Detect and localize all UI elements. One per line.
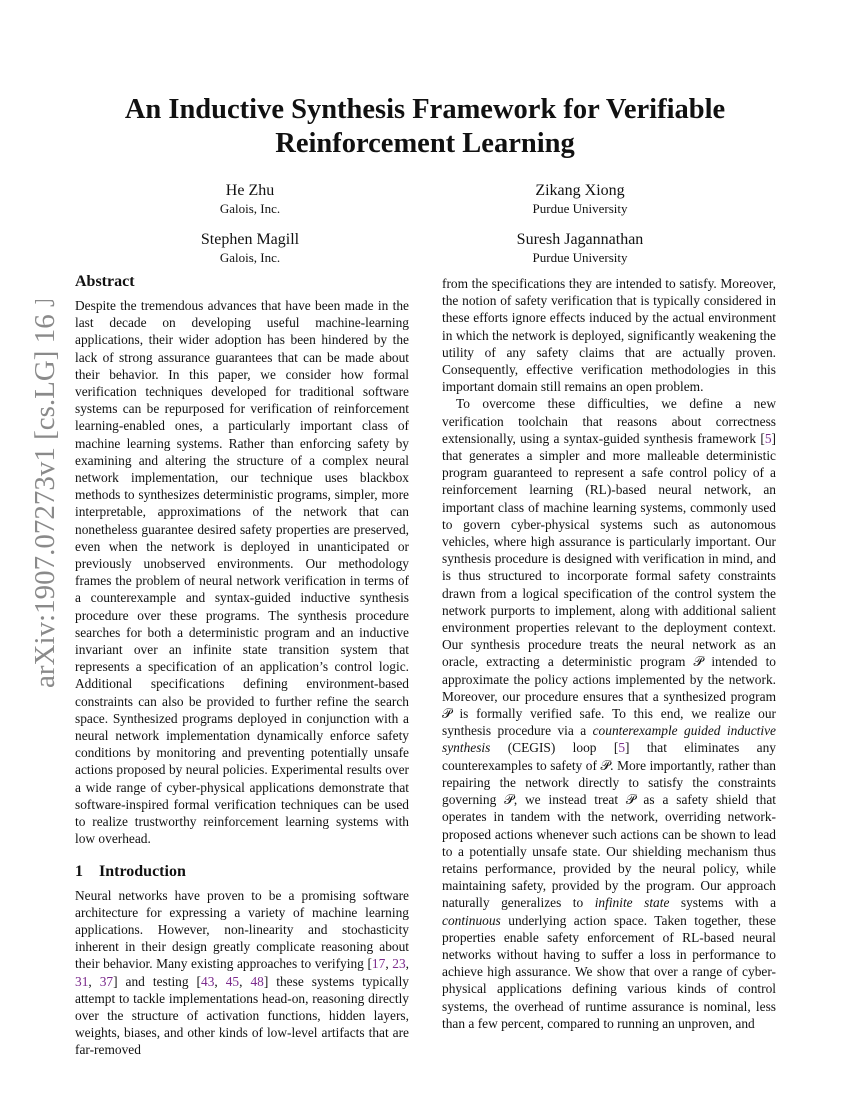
author-1	[140, 181, 360, 217]
citation-link[interactable]: 23	[392, 956, 406, 972]
body-text: is formally verified safe. To this end, we realize our synthesis procedure via a	[442, 706, 776, 739]
left-column	[75, 272, 409, 1059]
arxiv-stamp	[10, 300, 70, 700]
right-paragraph-2	[442, 395, 776, 1032]
author-name: Suresh Jagannathan	[516, 231, 644, 248]
program-symbol: 𝒫	[442, 706, 452, 722]
body-text: underlying action space. Taken together, these properties enable safety enforcement of RL-based neural networks without having to suffer a loss in performance to achieve high assurance. We show that over a range of cyber-physical applications defining various kinds of control systems, the overhead of runtime assurance is nominal, less than a few percent, compared to running an unproven, and	[442, 912, 776, 1031]
author-name: Stephen Magill	[200, 231, 300, 248]
abstract-text: Despite the tremendous advances that have been made in the last decade on developing useful machine-learning applications, their wider adoption has been hindered by the lack of strong assurance guarantees that can be made about their behavior. In this paper, we consider how formal verification techniques developed for traditional software systems can be repurposed for verification of reinforcement learning-enabled ones, a particularly important class of machine learning systems. Rather than enforcing safety by examining and altering the structure of a complex neural network implementation, our technique uses blackbox methods to synthesizes deterministic programs, simpler, more interpretable, approximations of the network that can nonetheless guarantee desired safety properties are preserved, even when the network is deployed in unanticipated or previously unobserved environments. Our methodology frames the problem of neural network verification in terms of a counterexample and syntax-guided inductive synthesis procedure over these programs. The synthesis procedure searches for both a deterministic program and an inductive invariant over an infinite state transition system that represents a specification of an application’s control logic. Additional specifications defining environment-based constraints can also be provided to further refine the search space. Synthesized programs deployed in conjunction with a neural network implementation dynamically enforce safety conditions by monitoring and preventing potentially unsafe actions proposed by neural policies. Experimental results over a wide range of cyber-physical applications demonstrate that software-inspired formal verification techniques can be used to realize trustworthy reinforcement learning systems with low overhead.	[75, 298, 409, 847]
body-text: ] that eliminates any counterexamples to safety of	[442, 740, 776, 773]
body-text: , we instead treat	[513, 792, 626, 808]
citation-link[interactable]: 48	[250, 973, 264, 989]
paper-title: An Inductive Synthesis Framework for Verifiable Reinforcement Learning	[124, 94, 726, 159]
author-2	[470, 181, 690, 217]
program-symbol: 𝒫	[600, 757, 611, 773]
citation-link[interactable]: 31	[75, 973, 89, 989]
arxiv-stamp-svg	[10, 300, 70, 700]
citation-link[interactable]: 37	[99, 973, 114, 989]
citation-link[interactable]: 45	[225, 973, 240, 989]
emphasis-text: counterexample guided inductive synthesis	[442, 723, 776, 756]
body-text: systems with a	[669, 895, 777, 911]
intro-text: ] these systems typically attempt to tackle implementations head-on, reasoning directly over the structure of activation functions, hidden layers, weights, biases, and other kinds of low-level artifacts that are far-removed	[75, 973, 409, 1058]
intro-text: Neural networks have proven to be a promising software architecture for expressing a variety of machine learning applications. However, non-linearity and stochasticity inherent in their design greatly complicate reasoning about their behavior. Many existing approaches to verifying [	[75, 887, 409, 972]
intro-heading	[75, 862, 409, 882]
intro-paragraph: Neural networks have proven to be a promising software architecture for expressing a variety of machine learning applications. However, non-linearity and stochasticity inherent in their design greatly complicate reasoning about their behavior. Many existing approaches to verifying [17, 23, 31, 37] and testing [43, 45, 48] these systems typically attempt to tackle implementations head-on, reasoning directly over the structure of activation functions, hidden layers, weights, biases, and other kinds of low-level artifacts that are far-removed	[75, 887, 409, 1058]
body-text: as a safety shield that operates in tandem with the network, overriding network-proposed actions whenever such actions can be shown to lead to a potentially unsafe state. Our shielding mechanism thus retains performance, provided by the neural policy, while maintaining safety, provided by the program. Our approach naturally generalizes to	[442, 792, 776, 911]
right-paragraph-1: from the specifications they are intended to satisfy. Moreover, the notion of safety verification that is typically considered in these efforts ignore effects induced by the actual environment in which the network is deployed, significantly weakening the utility of any safety claims that are actually proven. Consequently, effective verification methodologies in this important domain still remains an open problem.	[442, 276, 776, 395]
body-text: (CEGIS) loop [	[490, 740, 619, 756]
author-affiliation: Purdue University	[532, 250, 628, 265]
section-number: 1	[75, 862, 83, 880]
author-4	[470, 230, 690, 266]
body-text: intended to approximate the policy actions implemented by the network. Moreover, our procedure ensures that a synthesized program	[442, 654, 776, 704]
arxiv-stamp-text: arXiv:1907.07273v1 [cs.LG] 16 Jul 2019	[29, 300, 61, 688]
author-3	[140, 230, 360, 266]
intro-text: ] and testing [	[113, 973, 201, 989]
author-affiliation: Galois, Inc.	[219, 250, 281, 265]
body-text: . More importantly, rather than repairing the network directly to satisfy the constraints governing	[442, 757, 776, 808]
body-text: ] that generates a simpler and more malleable deterministic program guaranteed to represent a safe control policy of a reinforcement learning (RL)-based neural network, an important class of machine learning systems, commonly used to govern cyber-physical systems such as autonomous vehicles, where high assurance is particularly important. Our synthesis procedure is designed with verification in mind, and is thus structured to incorporate formal safety constraints drawn from a logical specification of the control system the network purports to implement, along with additional salient environment properties relevant to the deployment context. Our synthesis procedure treats the neural network as an oracle, extracting a deterministic program	[442, 430, 776, 670]
citation-link[interactable]: 5	[764, 430, 772, 446]
emphasis-text: continuous	[442, 912, 501, 928]
program-symbol: 𝒫	[693, 654, 704, 670]
citation-link[interactable]: 43	[201, 973, 215, 989]
author-name: He Zhu	[225, 182, 275, 199]
author-affiliation: Purdue University	[532, 201, 628, 216]
citation-link[interactable]: 17	[371, 956, 386, 972]
author-affiliation: Galois, Inc.	[219, 201, 281, 216]
section-title: Introduction	[99, 862, 186, 880]
program-symbol: 𝒫	[625, 792, 636, 808]
right-column	[442, 275, 776, 1032]
body-text: To overcome these difficulties, we define a new verification toolchain that reasons about correctness extensionally, using a syntax-guided synthesis framework [	[442, 396, 776, 446]
citation-link[interactable]: 5	[618, 740, 626, 756]
program-symbol: 𝒫	[504, 792, 514, 808]
abstract-heading: Abstract	[75, 273, 135, 290]
emphasis-text: infinite state	[594, 895, 670, 911]
author-name: Zikang Xiong	[535, 182, 625, 199]
